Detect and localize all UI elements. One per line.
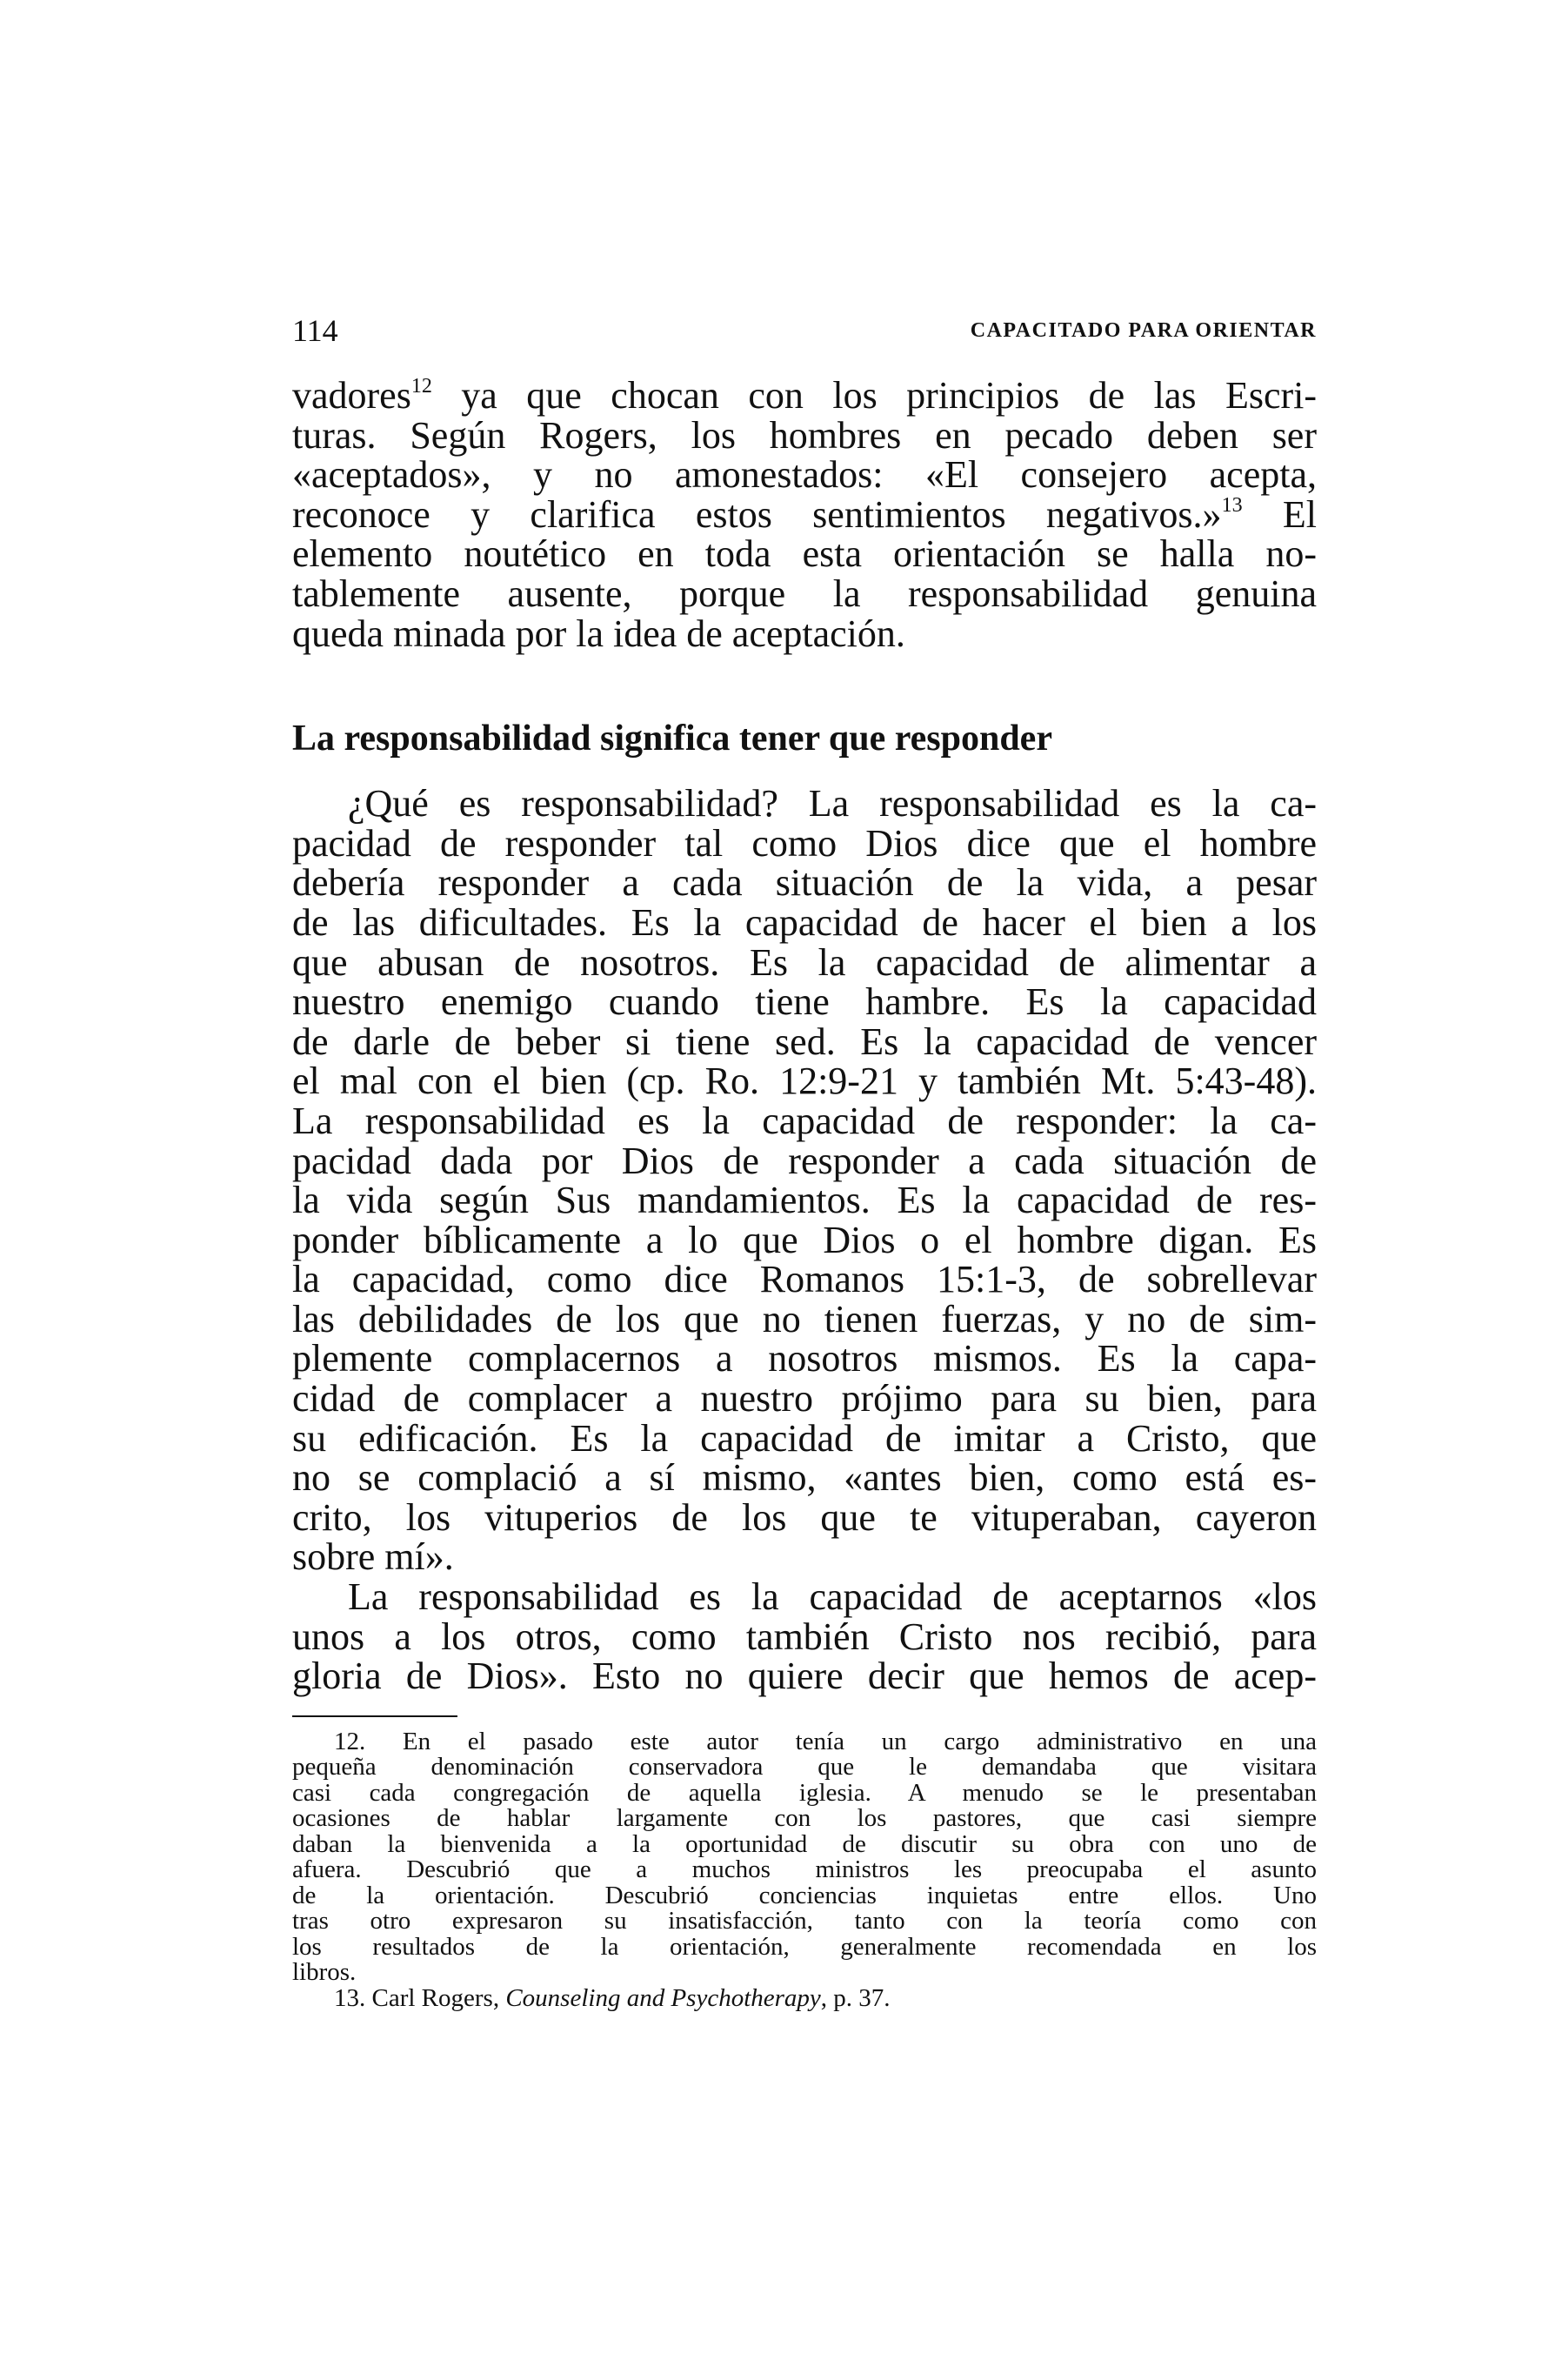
- text-line: la vida según Sus mandamientos. Es la capacidad de res-: [292, 1179, 1317, 1222]
- text-line: ocasiones de hablar largamente con los pastores, que casi siempre: [292, 1804, 1317, 1833]
- text-span: reconoce y clarifica estos sentimientos negativos.»: [292, 492, 1222, 536]
- text-line: libros.: [292, 1958, 357, 1987]
- footnote-rule: [292, 1715, 457, 1717]
- text-line: 12. En el pasado este autor tenía un cargo administrativo en una: [334, 1727, 1317, 1755]
- footnote-13: [292, 1983, 1317, 2012]
- text-line: ¿Qué es responsabilidad? La responsabilidad es la ca-: [348, 782, 1317, 826]
- paragraph-3: [292, 1577, 1317, 1696]
- text-span: 13. Carl Rogers,: [334, 1983, 506, 2012]
- text-line: casi cada congregación de aquella iglesia. A menudo se le presentaban: [292, 1778, 1317, 1807]
- text-line: sobre mí».: [292, 1535, 454, 1579]
- text-line: pacidad de responder tal como Dios dice que el hombre: [292, 821, 1317, 865]
- text-line: «aceptados», y no amonestados: «El consejero acepta,: [292, 453, 1317, 497]
- text-line: no se complació a sí mismo, «antes bien, como está es-: [292, 1456, 1317, 1500]
- text-line: pacidad dada por Dios de responder a cada situación de: [292, 1139, 1317, 1182]
- text-span: ya que chocan con los principios de las Escri-: [431, 374, 1317, 417]
- text-line: los resultados de la orientación, generalmente recomendada en los: [292, 1932, 1317, 1961]
- text-line: cidad de complacer a nuestro prójimo para su bien, para: [292, 1377, 1317, 1421]
- text-span: vadores: [292, 374, 411, 417]
- text-line: de darle de beber si tiene sed. Es la capacidad de vencer: [292, 1020, 1317, 1063]
- text-line: La responsabilidad es la capacidad de aceptarnos «los: [348, 1575, 1317, 1619]
- text-line: [292, 492, 1317, 536]
- text-line: de la orientación. Descubrió conciencias inquietas entre ellos. Uno: [292, 1881, 1317, 1909]
- text-line: que abusan de nosotros. Es la capacidad de alimentar a: [292, 940, 1317, 984]
- text-line: su edificación. Es la capacidad de imitar a Cristo, que: [292, 1416, 1317, 1460]
- paragraph-1: [292, 376, 1317, 653]
- text-line: la capacidad, como dice Romanos 15:1-3, de sobrellevar: [292, 1258, 1317, 1301]
- footnote-12: [292, 1729, 1317, 1986]
- text-line: queda minada por la idea de aceptación.: [292, 612, 905, 655]
- section-heading: La responsabilidad significa tener que responder: [292, 719, 1052, 759]
- text-line: elemento noutético en toda esta orientación se halla no-: [292, 532, 1317, 576]
- text-line: debería responder a cada situación de la vida, a pesar: [292, 861, 1317, 905]
- text-line: nuestro enemigo cuando tiene hambre. Es la capacidad: [292, 980, 1317, 1024]
- text-line: ponder bíblicamente a lo que Dios o el hombre digan. Es: [292, 1218, 1317, 1261]
- text-line: el mal con el bien (cp. Ro. 12:9-21 y también Mt. 5:43-48).: [292, 1060, 1317, 1103]
- text-line: [292, 376, 1317, 416]
- text-line: La responsabilidad es la capacidad de responder: la ca-: [292, 1099, 1317, 1142]
- text-span: , p. 37.: [820, 1983, 891, 2012]
- text-line: gloria de Dios». Esto no quiere decir que hemos de acep-: [292, 1655, 1317, 1698]
- text-line: turas. Según Rogers, los hombres en pecado deben ser: [292, 413, 1317, 457]
- footnote-ref-12: 12: [410, 375, 432, 398]
- page-number: 114: [292, 313, 338, 348]
- text-line: daban la bienvenida a la oportunidad de discutir su obra con uno de: [292, 1829, 1317, 1858]
- text-line: plemente complacernos a nosotros mismos. Es la capa-: [292, 1337, 1317, 1381]
- running-head: CAPACITADO PARA ORIENTAR: [970, 319, 1317, 342]
- text-line: de las dificultades. Es la capacidad de hacer el bien a los: [292, 900, 1317, 944]
- book-title: Counseling and Psychotherapy: [505, 1983, 821, 2012]
- text-line: crito, los vituperios de los que te vituperaban, cayeron: [292, 1495, 1317, 1539]
- text-line: afuera. Descubrió que a muchos ministros les preocupaba el asunto: [292, 1855, 1317, 1884]
- text-line: las debilidades de los que no tienen fuerzas, y no de sim-: [292, 1297, 1317, 1340]
- text-line: [292, 1983, 1317, 2012]
- page-header: [292, 311, 1317, 350]
- text-line: pequeña denominación conservadora que le demandaba que visitara: [292, 1753, 1317, 1782]
- text-line: unos a los otros, como también Cristo nos recibió, para: [292, 1615, 1317, 1658]
- footnote-ref-13: 13: [1221, 493, 1243, 517]
- paragraph-2: [292, 784, 1317, 1577]
- text-span: El: [1242, 492, 1317, 536]
- body-text: [292, 376, 1317, 2011]
- text-line: tablemente ausente, porque la responsabilidad genuina: [292, 572, 1317, 615]
- text-line: tras otro expresaron su insatisfacción, tanto con la teoría como con: [292, 1907, 1317, 1935]
